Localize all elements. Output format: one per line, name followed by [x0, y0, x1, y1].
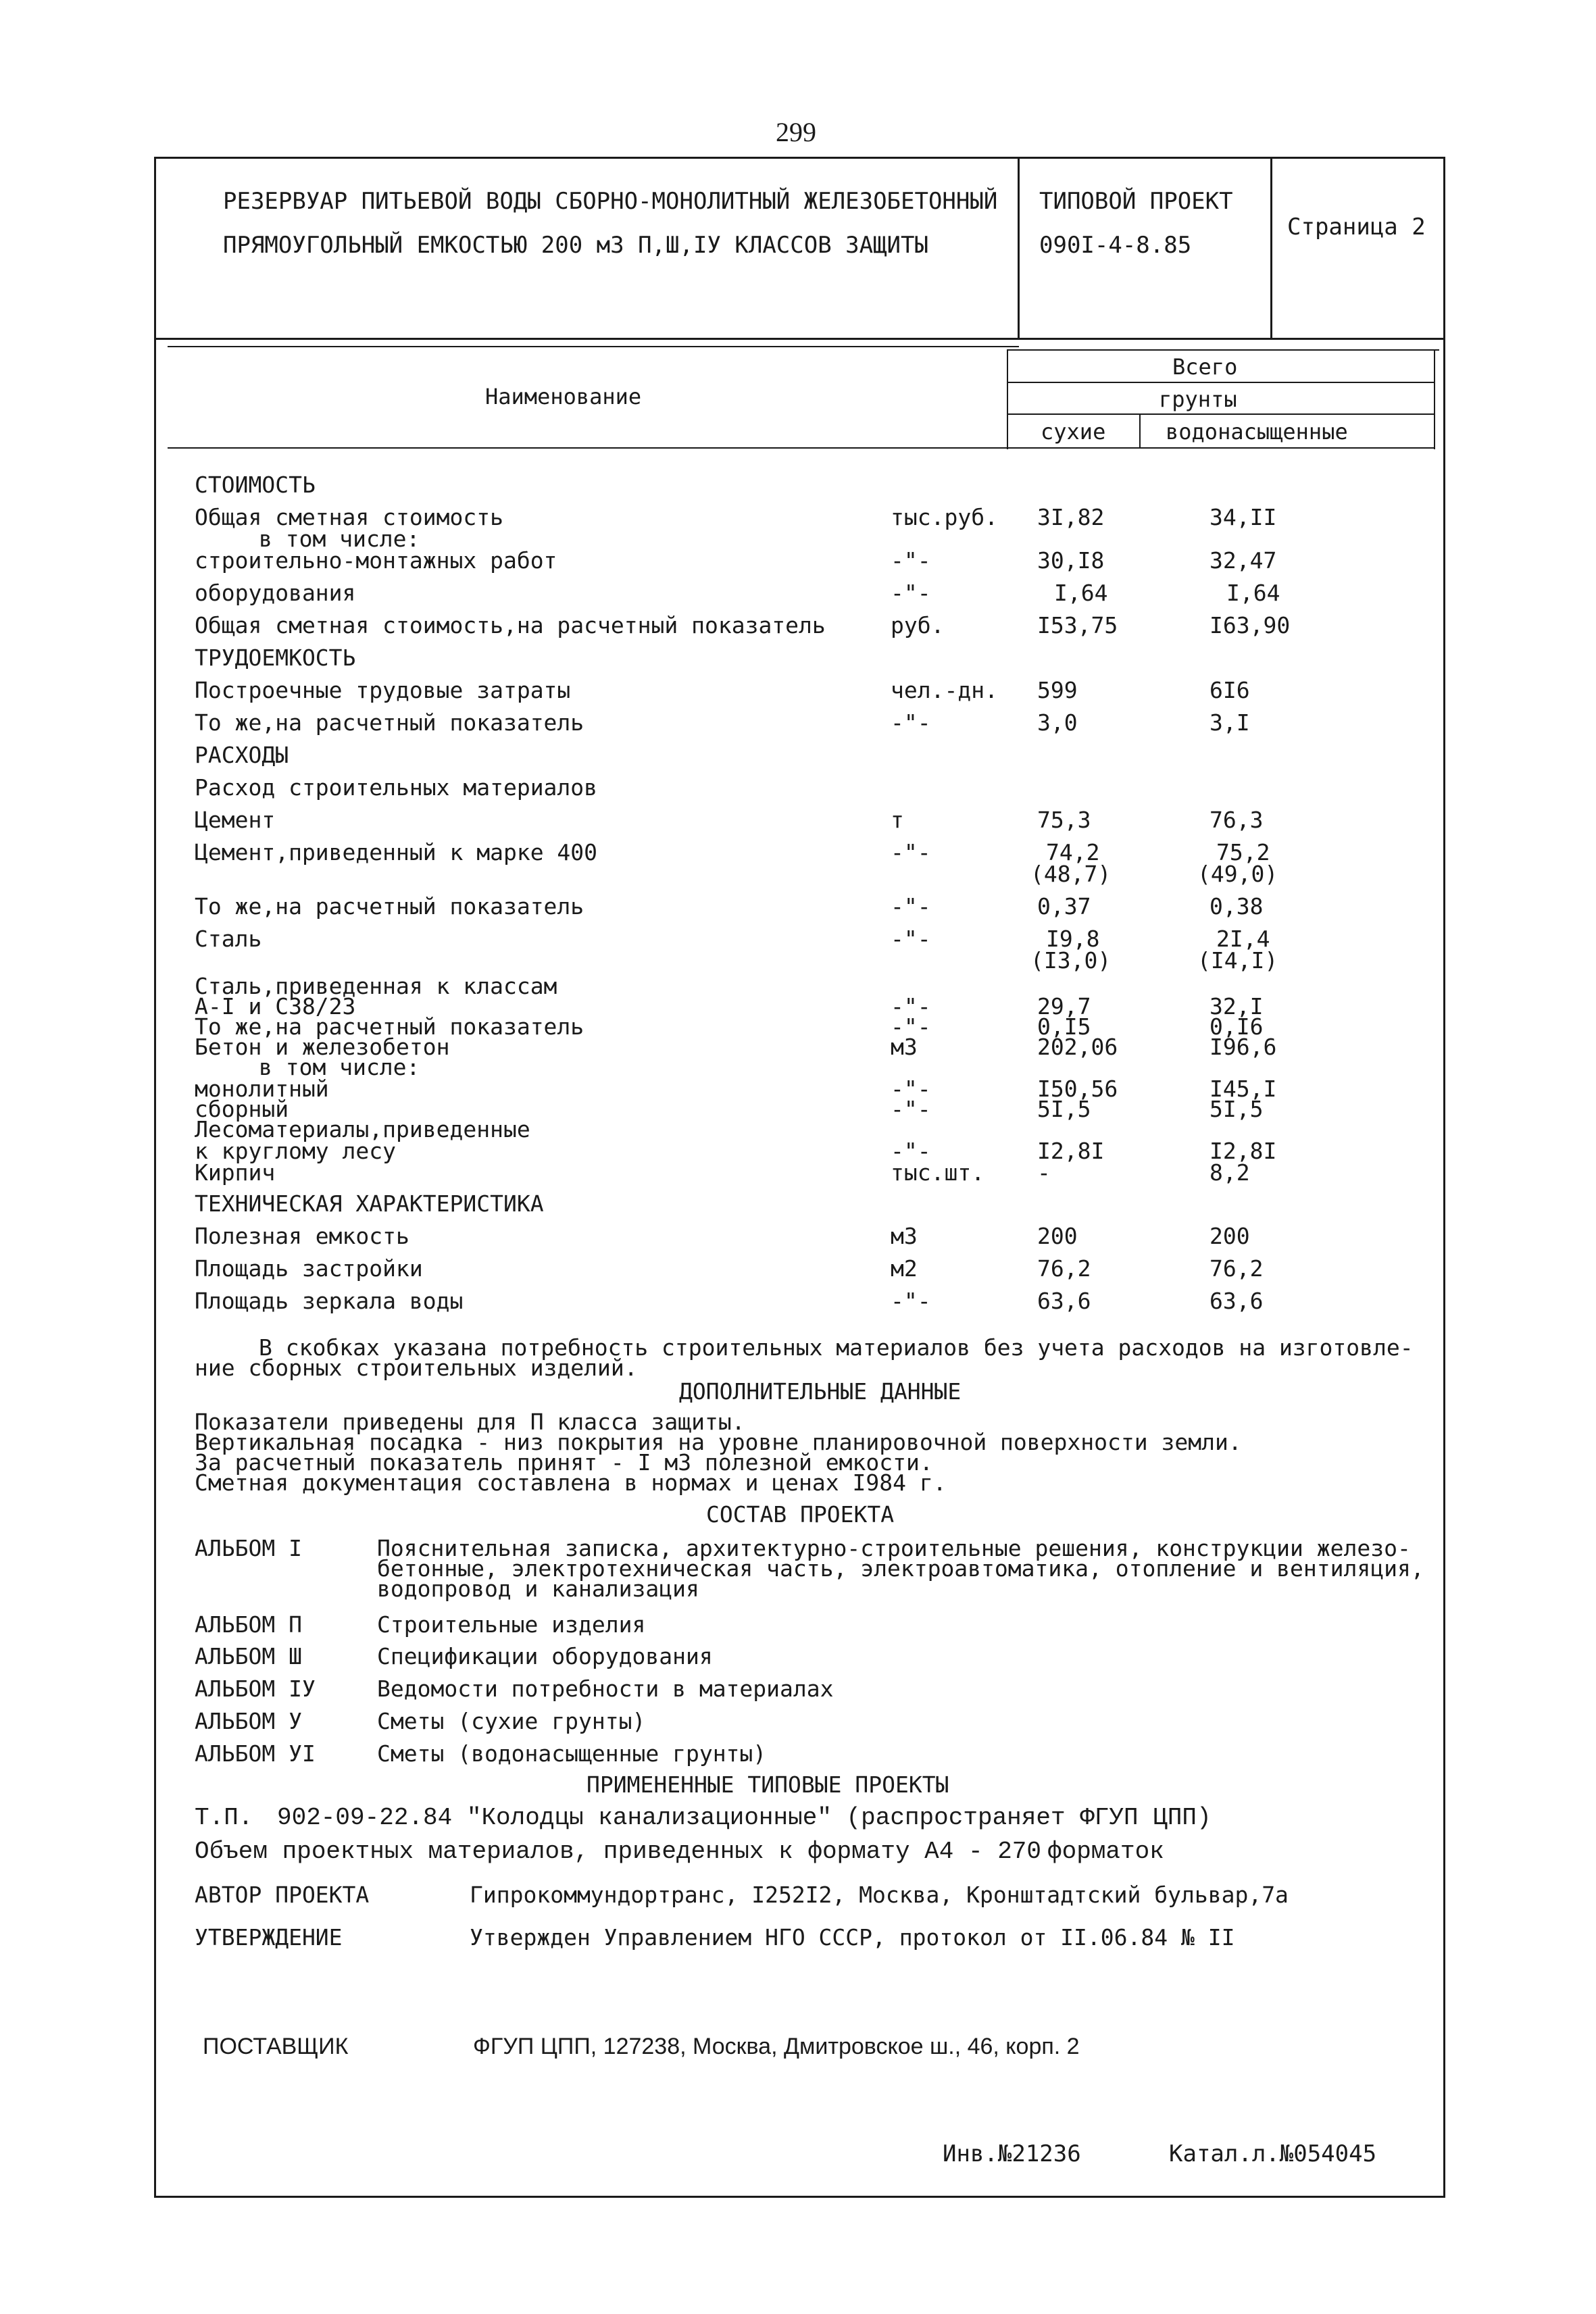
row-name: монолитный — [195, 1076, 329, 1102]
row-name: Площадь застройки — [195, 1255, 423, 1282]
row-wet: 5I,5 — [1210, 1096, 1264, 1122]
additional-line: Вертикальная посадка - низ покрытия на уровне планировочной поверхности земли. — [195, 1429, 1242, 1455]
frame-bottom — [154, 2196, 1445, 2198]
row-unit: -"- — [891, 1096, 931, 1122]
row-name: Общая сметная стоимость,на расчетный показатель — [195, 612, 826, 638]
header-divider-1 — [1018, 157, 1020, 339]
row-wet: (49,0) — [1197, 861, 1278, 887]
thead-bottom — [168, 447, 1435, 449]
table-row — [0, 612, 1596, 642]
row-dry: 202,06 — [1037, 1034, 1118, 1060]
row-dry: I53,75 — [1037, 612, 1118, 638]
table-row — [0, 1159, 1596, 1189]
album-desc: Спецификации оборудования — [377, 1643, 713, 1669]
row-wet: 32,I — [1210, 993, 1264, 1020]
thead-total: Всего — [1172, 354, 1238, 380]
row-name: Построечные трудовые затраты — [195, 677, 571, 703]
table-row — [0, 1190, 1596, 1220]
author-label: АВТОР ПРОЕКТА — [195, 1882, 370, 1908]
row-unit: -"- — [891, 839, 931, 865]
row-name: Цемент — [195, 807, 276, 833]
row-unit: -"- — [891, 1076, 931, 1102]
row-name: Сталь,приведенная к классам — [195, 973, 557, 999]
applied-tp-text: 902-09-22.84 "Колодцы канализационные" (распространяет ФГУП ЦПП) — [277, 1804, 1212, 1832]
row-name: То же,на расчетный показатель — [195, 709, 584, 736]
supplier-label: ПОСТАВЩИК — [203, 2034, 349, 2059]
note-line2: ние сборных строительных изделий. — [195, 1355, 638, 1381]
approval-label: УТВЕРЖДЕНИЕ — [195, 1924, 343, 1951]
row-unit: м3 — [891, 1034, 918, 1060]
row-name: сборный — [195, 1096, 289, 1122]
applied-tp-label: Т.П. — [195, 1804, 253, 1832]
table-row — [0, 1288, 1596, 1317]
row-dry: - — [1037, 1159, 1051, 1186]
row-dry: 76,2 — [1037, 1255, 1091, 1282]
row-name: в том числе: — [259, 526, 420, 552]
catalog-number: Катал.л.№054045 — [1169, 2140, 1377, 2167]
additional-heading: ДОПОЛНИТЕЛЬНЫЕ ДАННЫЕ — [679, 1378, 962, 1405]
thead-subdivider — [1139, 413, 1141, 449]
album-label: АЛЬБОМ У — [195, 1708, 302, 1734]
row-name: Лесоматериалы,приведенные — [195, 1116, 530, 1142]
row-name: То же,на расчетный показатель — [195, 1013, 584, 1040]
row-dry: I,64 — [1054, 580, 1108, 606]
thead-row3 — [1007, 413, 1435, 415]
thead-name: Наименование — [485, 384, 642, 409]
row-wet: 34,II — [1210, 504, 1277, 530]
row-name: ТРУДОЕМКОСТЬ — [195, 645, 356, 671]
header-divider-2 — [1270, 157, 1272, 339]
row-unit: -"- — [891, 580, 931, 606]
table-row — [0, 1255, 1596, 1285]
row-name: Полезная емкость — [195, 1223, 409, 1249]
row-dry: 0,I5 — [1037, 1013, 1091, 1040]
row-unit: руб. — [891, 612, 945, 638]
row-unit: м2 — [891, 1255, 918, 1282]
page-number: 299 — [776, 117, 816, 147]
thead-dry: сухие — [1041, 419, 1106, 445]
row-wet: 2I,4 — [1216, 926, 1270, 952]
row-name: к круглому лесу — [195, 1138, 397, 1164]
thead-top-right — [1007, 349, 1439, 351]
inventory-number: Инв.№21236 — [943, 2140, 1081, 2167]
row-wet: I96,6 — [1210, 1034, 1277, 1060]
row-unit: -"- — [891, 893, 931, 920]
row-name: строительно-монтажных работ — [195, 547, 557, 574]
row-dry: 200 — [1037, 1223, 1078, 1249]
row-dry: 63,6 — [1037, 1288, 1091, 1314]
row-dry: 75,3 — [1037, 807, 1091, 833]
row-wet: I45,I — [1210, 1076, 1277, 1102]
row-wet: 63,6 — [1210, 1288, 1264, 1314]
frame-top — [154, 157, 1445, 159]
header-bottom — [154, 338, 1445, 340]
page-label: Страница 2 — [1287, 213, 1426, 241]
album-desc: Ведомости потребности в материалах — [377, 1676, 834, 1702]
row-wet: 0,I6 — [1210, 1013, 1264, 1040]
row-name: Площадь зеркала воды — [195, 1288, 464, 1314]
row-dry: I9,8 — [1046, 926, 1100, 952]
row-dry: 30,I8 — [1037, 547, 1105, 574]
volume-unit: форматок — [1047, 1838, 1164, 1865]
album-label: АЛЬБОМ УI — [195, 1740, 316, 1767]
composition-heading: СОСТАВ ПРОЕКТА — [706, 1501, 895, 1528]
row-unit: -"- — [891, 926, 931, 952]
row-wet: 8,2 — [1210, 1159, 1250, 1186]
row-dry: 5I,5 — [1037, 1096, 1091, 1122]
row-dry: 29,7 — [1037, 993, 1091, 1020]
row-wet: I,64 — [1226, 580, 1280, 606]
applied-heading: ПРИМЕНЕННЫЕ ТИПОВЫЕ ПРОЕКТЫ — [587, 1771, 949, 1798]
album-desc: водопровод и канализация — [377, 1576, 699, 1602]
album-desc: бетонные, электротехническая часть, электроавтоматика, отопление и вентиляция, — [377, 1555, 1424, 1582]
row-dry: I2,8I — [1037, 1138, 1105, 1164]
row-unit: м3 — [891, 1223, 918, 1249]
row-unit: т — [891, 807, 904, 833]
row-dry: 0,37 — [1037, 893, 1091, 920]
table-row — [0, 645, 1596, 674]
album-desc: Сметы (сухие грунты) — [377, 1708, 646, 1734]
row-dry: 599 — [1037, 677, 1078, 703]
row-unit: -"- — [891, 547, 931, 574]
thead-col-divider — [1007, 349, 1008, 449]
row-wet: 32,47 — [1210, 547, 1277, 574]
row-wet: 3,I — [1210, 709, 1250, 736]
table-row — [0, 580, 1596, 609]
additional-line: Показатели приведены для П класса защиты. — [195, 1409, 745, 1435]
album-desc: Строительные изделия — [377, 1611, 646, 1638]
row-wet: 75,2 — [1216, 839, 1270, 865]
approval-text: Утвержден Управлением НГО СССР, протокол от II.06.84 № II — [470, 1924, 1235, 1951]
row-dry: 3,0 — [1037, 709, 1078, 736]
row-dry: 74,2 — [1046, 839, 1100, 865]
row-unit: чел.-дн. — [891, 677, 998, 703]
supplier-text: ФГУП ЦПП, 127238, Москва, Дмитровское ш., 46, корп. 2 — [473, 2034, 1080, 2059]
row-dry: 3I,82 — [1037, 504, 1105, 530]
project-code: 090I-4-8.85 — [1039, 232, 1192, 259]
project-label: ТИПОВОЙ ПРОЕКТ — [1039, 188, 1233, 215]
table-row — [0, 547, 1596, 577]
volume-text: Объем проектных материалов, приведенных к формату А4 - 270 — [195, 1838, 1042, 1865]
row-dry: (48,7) — [1030, 861, 1112, 887]
row-name: Общая сметная стоимость — [195, 504, 503, 530]
thead-wet: водонасыщенные — [1166, 419, 1348, 445]
row-name: А-I и С38/23 — [195, 993, 356, 1020]
document-title-line2: ПРЯМОУГОЛЬНЫЙ ЕМКОСТЬЮ 200 м3 П,Ш,IУ КЛАССОВ ЗАЩИТЫ — [223, 232, 928, 259]
row-wet: 0,38 — [1210, 893, 1264, 920]
row-wet: 200 — [1210, 1223, 1250, 1249]
row-wet: I63,90 — [1210, 612, 1291, 638]
thead-row2 — [1007, 382, 1435, 383]
row-unit: тыс.руб. — [891, 504, 998, 530]
additional-line: За расчетный показатель принят - I м3 полезной емкости. — [195, 1449, 933, 1476]
table-row — [0, 677, 1596, 707]
row-name: Бетон и железобетон — [195, 1034, 450, 1060]
row-wet: 6I6 — [1210, 677, 1250, 703]
row-name: РАСХОДЫ — [195, 742, 289, 768]
row-name: Цемент,приведенный к марке 400 — [195, 839, 598, 865]
thead-top-left — [168, 346, 1019, 347]
row-name: Кирпич — [195, 1159, 276, 1186]
table-row — [0, 742, 1596, 772]
row-unit: -"- — [891, 993, 931, 1020]
row-name: Сталь — [195, 926, 262, 952]
table-row — [0, 709, 1596, 739]
row-name: оборудования — [195, 580, 356, 606]
table-row — [0, 861, 1596, 890]
table-row — [0, 807, 1596, 836]
row-name: Расход строительных материалов — [195, 774, 598, 801]
album-label: АЛЬБОМ IУ — [195, 1676, 316, 1702]
row-unit: тыс.шт. — [891, 1159, 985, 1186]
thead-right-edge — [1434, 349, 1435, 449]
row-unit: -"- — [891, 1288, 931, 1314]
album-label: АЛЬБОМ Ш — [195, 1643, 302, 1669]
note-line1: В скобках указана потребность строительных материалов без учета расходов на изготовле- — [259, 1334, 1414, 1361]
row-unit: -"- — [891, 1138, 931, 1164]
album-desc: Пояснительная записка, архитектурно-строительные решения, конструкции железо- — [377, 1535, 1411, 1561]
document-title-line1: РЕЗЕРВУАР ПИТЬЕВОЙ ВОДЫ СБОРНО-МОНОЛИТНЫЙ ЖЕЛЕЗОБЕТОННЫЙ — [223, 188, 998, 215]
additional-line: Сметная документация составлена в нормах и ценах I984 г. — [195, 1469, 947, 1496]
row-name: То же,на расчетный показатель — [195, 893, 584, 920]
row-dry: (I3,0) — [1030, 947, 1112, 974]
table-row — [0, 893, 1596, 923]
table-row — [0, 774, 1596, 804]
album-label: АЛЬБОМ I — [195, 1535, 302, 1561]
row-wet: (I4,I) — [1197, 947, 1278, 974]
table-row — [0, 1223, 1596, 1253]
row-name: ТЕХНИЧЕСКАЯ ХАРАКТЕРИСТИКА — [195, 1190, 544, 1217]
row-dry: I50,56 — [1037, 1076, 1118, 1102]
row-wet: I2,8I — [1210, 1138, 1277, 1164]
table-row — [0, 472, 1596, 501]
row-wet: 76,2 — [1210, 1255, 1264, 1282]
row-name: в том числе: — [259, 1054, 420, 1080]
row-wet: 76,3 — [1210, 807, 1264, 833]
row-unit: -"- — [891, 1013, 931, 1040]
album-label: АЛЬБОМ П — [195, 1611, 302, 1638]
album-desc: Сметы (водонасыщенные грунты) — [377, 1740, 767, 1767]
thead-soils: грунты — [1159, 386, 1237, 412]
author-text: Гипрокоммундортранс, I252I2, Москва, Кронштадтский бульвар,7а — [470, 1882, 1289, 1908]
row-name: СТОИМОСТЬ — [195, 472, 316, 498]
row-unit: -"- — [891, 709, 931, 736]
